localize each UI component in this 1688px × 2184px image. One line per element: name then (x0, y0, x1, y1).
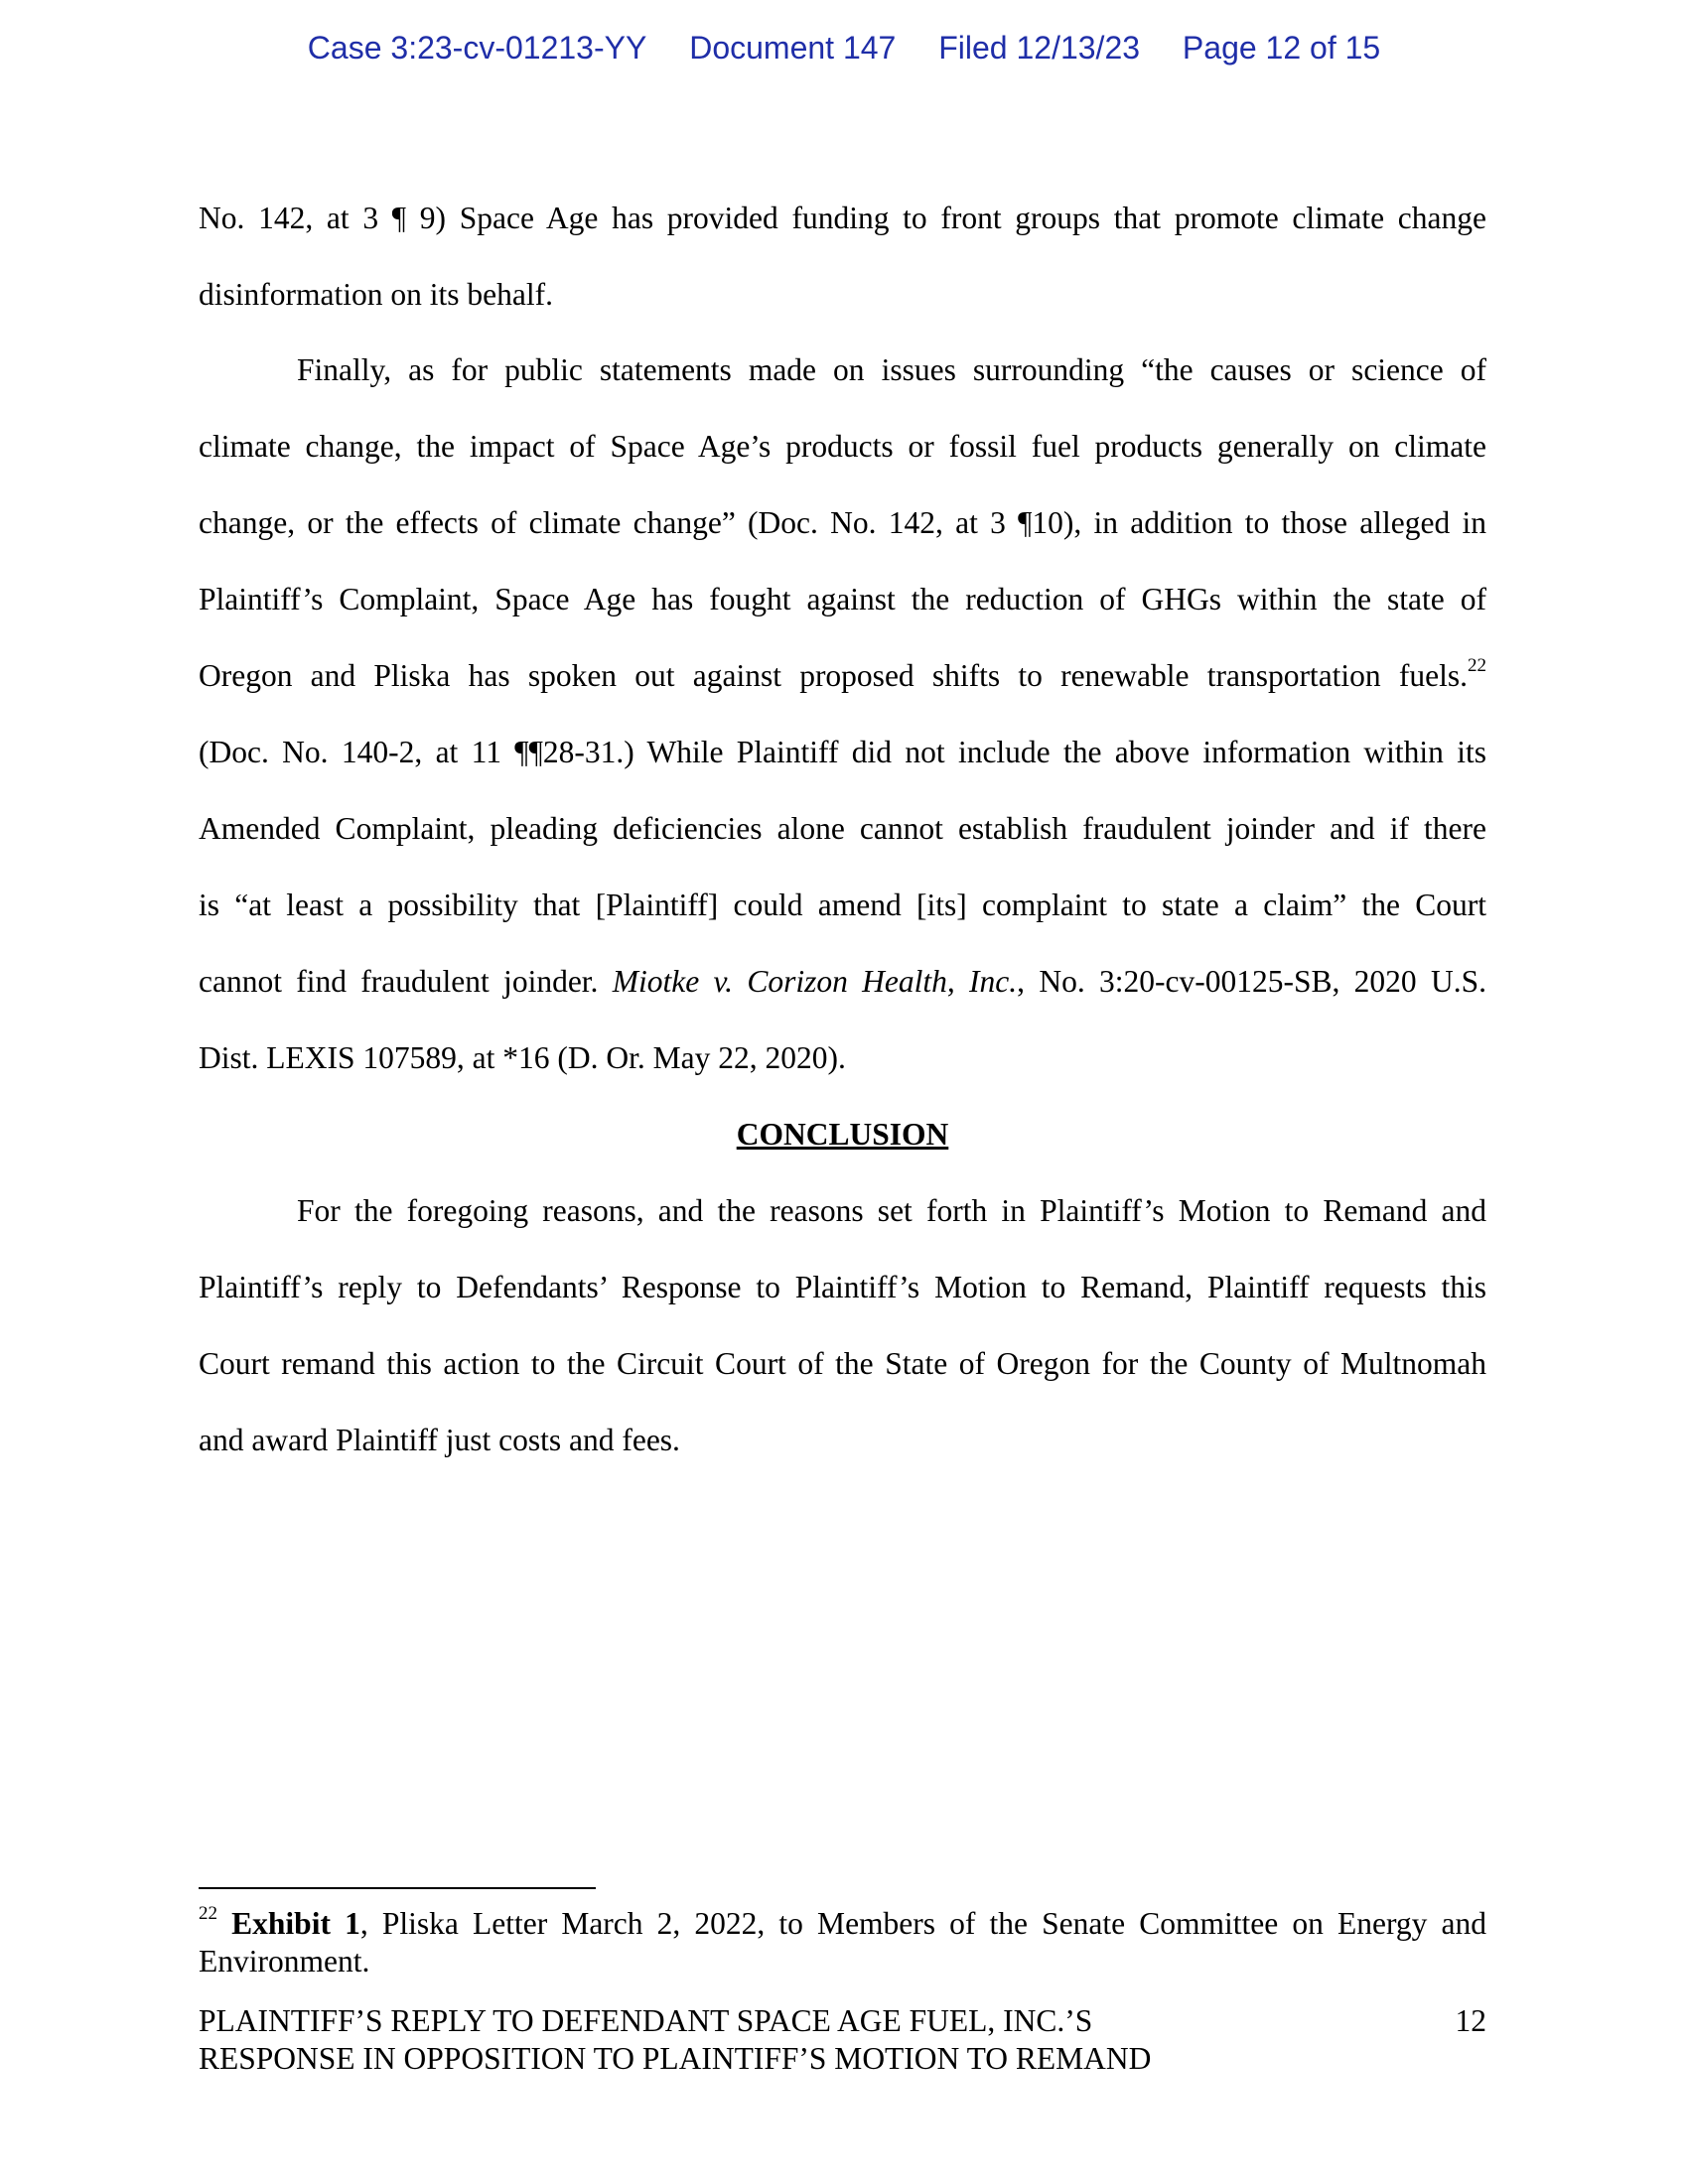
body-line: and award Plaintiff just costs and fees. (199, 1423, 680, 1457)
case-citation: Miotke v. Corizon Health, Inc. (612, 964, 1018, 999)
body-line: disinformation on its behalf. (199, 277, 553, 312)
footnote-divider (199, 1887, 596, 1889)
body-line: change, or the effects of climate change” (Doc. No. 142, at 3 ¶10), in addition to those alleged in (199, 505, 1486, 540)
page-number: 12 (1455, 2003, 1486, 2038)
case-number: Case 3:23-cv-01213-YY (307, 30, 647, 66)
footnote-line: Environment. (199, 1944, 370, 1979)
body-line: Finally, as for public statements made on issues surrounding “the causes or science of (297, 352, 1486, 387)
footnote-reference[interactable]: 22 (1468, 654, 1486, 676)
body-line: (Doc. No. 140-2, at 11 ¶¶28-31.) While Plaintiff did not include the above information within its (199, 735, 1486, 769)
body-line-text: Oregon and Pliska has spoken out against proposed shifts to renewable transportation fuels. (199, 658, 1468, 693)
ecf-header (0, 30, 1688, 67)
body-line: Amended Complaint, pleading deficiencies alone cannot establish fraudulent joinder and if there (199, 811, 1486, 846)
body-line: Dist. LEXIS 107589, at *16 (D. Or. May 22, 2020). (199, 1040, 846, 1075)
body-line: is “at least a possibility that [Plaintiff] could amend [its] complaint to state a claim” the Court (199, 887, 1486, 922)
footnote-text: , Pliska Letter March 2, 2022, to Members of the Senate Committee on Energy and (359, 1906, 1487, 1941)
body-line: Court remand this action to the Circuit Court of the State of Oregon for the County of Multnomah (199, 1346, 1486, 1381)
body-line: No. 142, at 3 ¶ 9) Space Age has provided funding to front groups that promote climate change (199, 201, 1486, 235)
section-heading: CONCLUSION (736, 1117, 949, 1152)
filed-date: Filed 12/13/23 (938, 30, 1141, 66)
footnote-number: 22 (199, 1902, 217, 1924)
document-number: Document 147 (689, 30, 897, 66)
body-line: For the foregoing reasons, and the reasons set forth in Plaintiff’s Motion to Remand and (297, 1193, 1486, 1228)
body-line (199, 656, 1486, 696)
body-line: Plaintiff’s Complaint, Space Age has fought against the reduction of GHGs within the state of (199, 582, 1486, 616)
page-indicator: Page 12 of 15 (1182, 30, 1381, 66)
body-line (199, 962, 1486, 1002)
body-line: climate change, the impact of Space Age’s products or fossil fuel products generally on climate (199, 429, 1486, 464)
footer-title-line: PLAINTIFF’S REPLY TO DEFENDANT SPACE AGE FUEL, INC.’S (199, 2003, 1093, 2038)
exhibit-label: Exhibit 1 (231, 1906, 360, 1941)
body-line: Plaintiff’s reply to Defendants’ Response to Plaintiff’s Motion to Remand, Plaintiff requests this (199, 1270, 1486, 1304)
body-line-text: , No. 3:20-cv-00125-SB, 2020 U.S. (1017, 964, 1486, 999)
body-line-text: cannot find fraudulent joinder. (199, 964, 613, 999)
footnote-line (199, 1904, 1486, 1944)
footer-title-line: RESPONSE IN OPPOSITION TO PLAINTIFF’S MOTION TO REMAND (199, 2041, 1152, 2076)
